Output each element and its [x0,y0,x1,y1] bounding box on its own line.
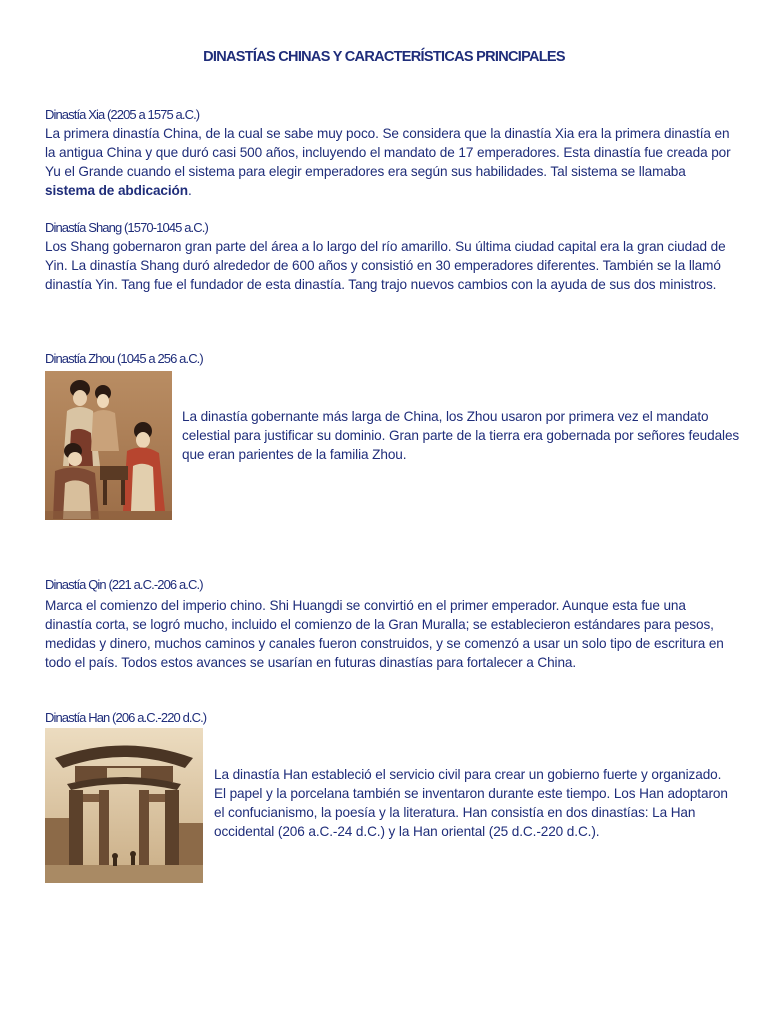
section-text-shang: Los Shang gobernaron gran parte del área a lo largo del río amarillo. Su última ciudad capital era la gran ciudad de Yin. La dinastía Shang duró alrededor de 600 años y consistió en 30 emperadores diferentes. También se la llamó dinastía Yin. Tang fue el fundador de esta dinastía. Tang trajo nuevos cambios con la ayuda de sus dos ministros. [45,239,726,292]
section-text-zhou: La dinastía gobernante más larga de China, los Zhou usaron por primera vez el mandato celestial para justificar su dominio. Gran parte de la tierra era gobernada por señores feudales que eran parientes de la familia Zhou. [182,409,740,462]
section-text-han: La dinastía Han estableció el servicio civil para crear un gobierno fuerte y organizado. El papel y la porcelana también se inventaron durante este tiempo. Los Han adoptaron el confucianismo, la poesía y la literatura. Han consistía en dos dinastías: La Han occidental (206 a.C.-24 d.C.) y la Han oriental (25 d.C.-220 d.C.). [214,767,728,839]
section-text-qin: Marca el comienzo del imperio chino. Shi Huangdi se convirtió en el primer emperador. Aunque esta fue una dinastía corta, se logró mucho, incluido el comienzo de la Gran Muralla; se establecieron estándares para pesos, medidas y dinero, muchos caminos y canales fueron construidos, y se comenzó a usar un solo tipo de escritura en todo el país. Todos estos avances se usarían en futuras dinastías para fortalecer a China. [45,598,724,670]
document-title: DINASTÍAS CHINAS Y CARACTERÍSTICAS PRINCIPALES [203,49,565,65]
han-gate-image [45,728,203,883]
zhou-painting-image [45,371,172,520]
section-heading-zhou: Dinastía Zhou (1045 a 256 a.C.) [45,351,203,366]
section-text-xia [45,124,735,200]
section-heading-shang: Dinastía Shang (1570-1045 a.C.) [45,220,208,235]
section-text-xia-bold: sistema de abdicación [45,183,188,198]
section-text-xia-body: La primera dinastía China, de la cual se sabe muy poco. Se considera que la dinastía Xia era la primera dinastía en la antigua China y que duró casi 500 años, incluyendo el mandato de 17 emperadores. Esta dinastía fue creada por Yu el Grande cuando el sistema para elegir emperadores era según sus habilidades. Tal sistema se llamaba [45,126,731,179]
section-heading-han: Dinastía Han (206 a.C.-220 d.C.) [45,710,207,725]
section-heading-qin: Dinastía Qin (221 a.C.-206 a.C.) [45,577,203,592]
section-text-xia-tail: . [187,183,192,198]
section-heading-xia: Dinastía Xia (2205 a 1575 a.C.) [45,107,200,122]
